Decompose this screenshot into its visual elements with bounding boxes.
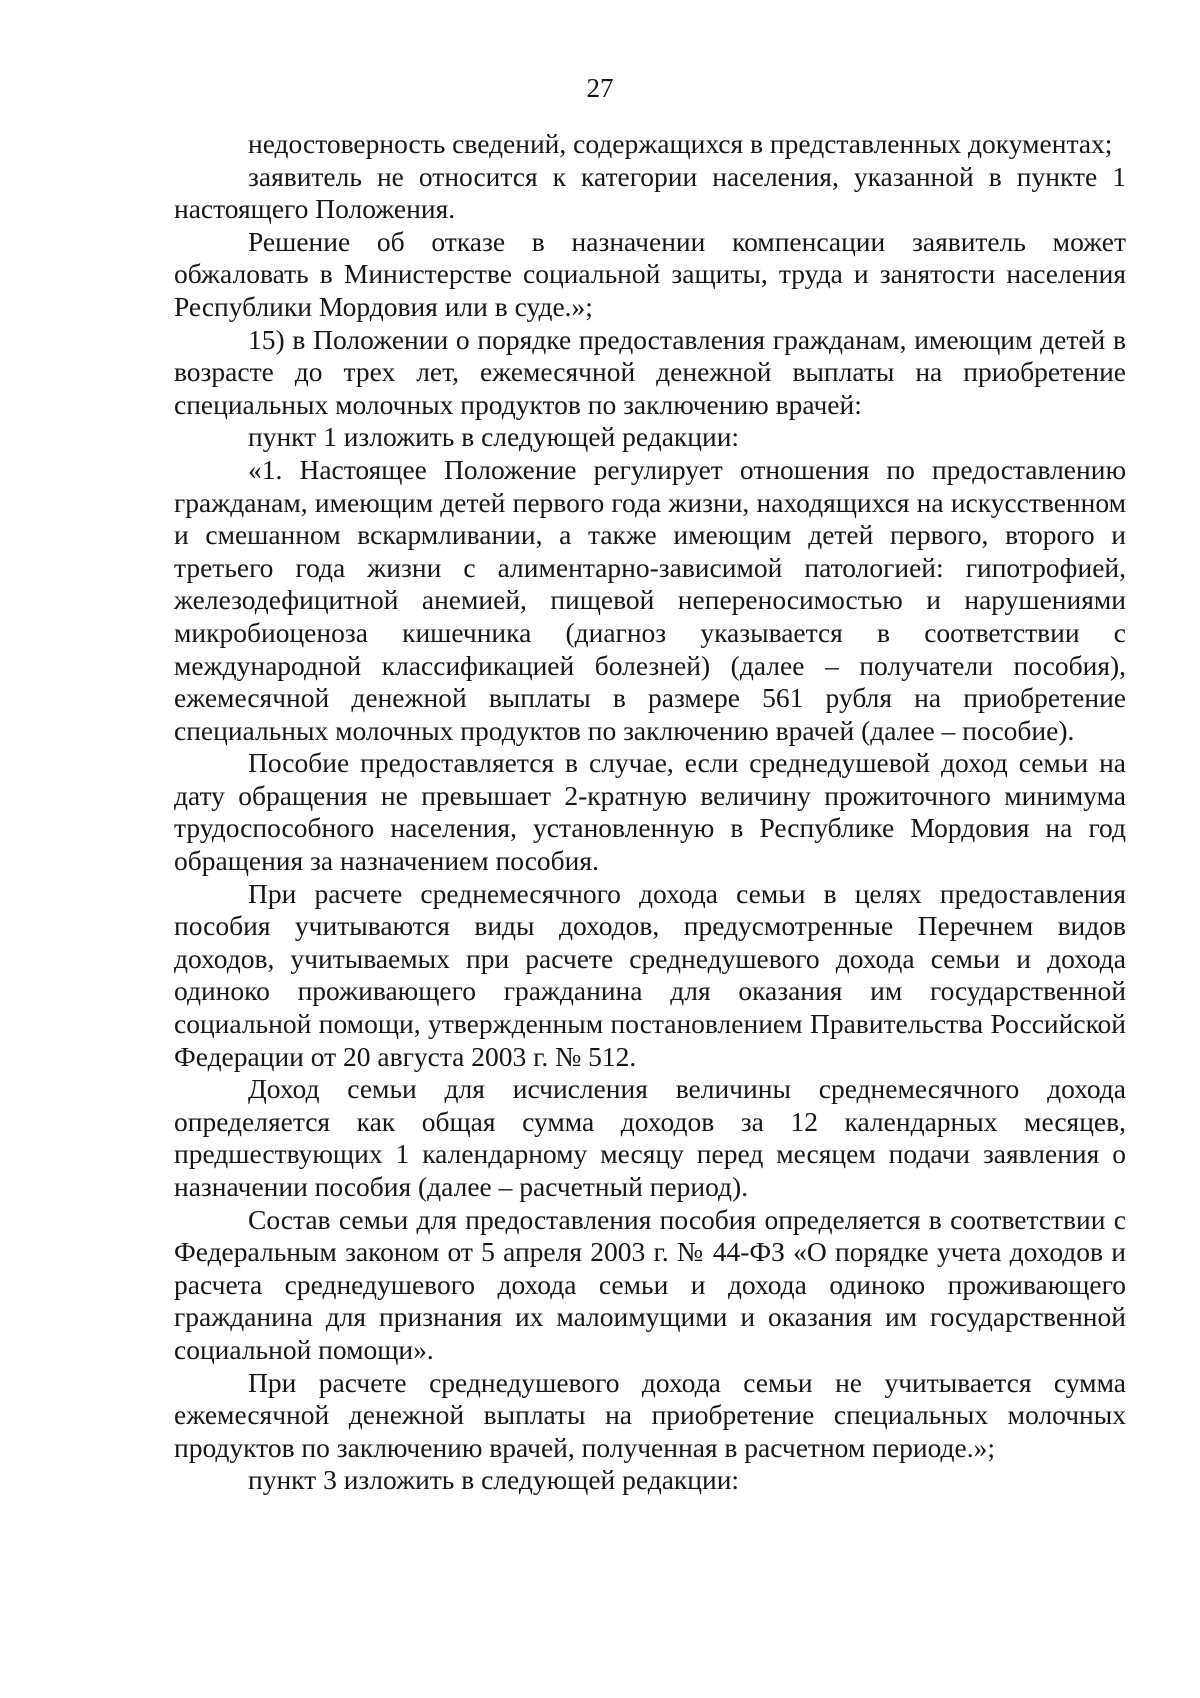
paragraph-point-1-heading: пункт 1 изложить в следующей редакции: (248, 421, 740, 453)
paragraph-allowance-condition: Пособие предоставляется в случае, если среднедушевой доход семьи на дату обращения не превышает 2-кратную величину прожиточного минимума трудоспособного населения, установленную в Республике Мордовия на год обращения за назначением пособия. (174, 747, 1126, 877)
paragraph-family-composition: Состав семьи для предоставления пособия определяется в соответствии с Федеральным законом от 5 апреля 2003 г. № 44-ФЗ «О порядке учета доходов и расчета среднедушевого дохода семьи и дохода одиноко проживающего гражданина для признания их малоимущими и оказания им государственной социальной помощи». (174, 1203, 1126, 1365)
paragraph-applicant-category: заявитель не относится к категории населения, указанной в пункте 1 настоящего Положения. (174, 160, 1126, 225)
paragraph-point-1-text: «1. Настоящее Положение регулирует отношения по предоставлению гражданам, имеющим детей первого года жизни, находящихся на искусственном и смешанном вскармливании, а также имеющим детей первого, второго и третьего года жизни с алиментарно-зависимой патологией: гипотрофией, железодефицитной анемией, пищевой непереносимостью и нарушениями микробиоценоза кишечника (диагноз указывается в соответствии с международной классификацией болезней) (далее – получатели пособия), ежемесячной денежной выплаты в размере 561 рубля на приобретение специальных молочных продуктов по заключению врачей (далее – пособие). (174, 453, 1126, 746)
paragraph-appeal-decision: Решение об отказе в назначении компенсации заявитель может обжаловать в Министерстве социальной защиты, труда и занятости населения Республики Мордовия или в суде.»; (174, 225, 1126, 322)
paragraph-point-3-heading: пункт 3 изложить в следующей редакции: (248, 1464, 740, 1496)
paragraph-continuation-documents: недостоверность сведений, содержащихся в представленных документах; (248, 128, 1113, 159)
paragraph-excluded-payment: При расчете среднедушевого дохода семьи не учитывается сумма ежемесячной денежной выплаты на приобретение специальных молочных продуктов по заключению врачей, полученная в расчетном периоде.»; (174, 1366, 1126, 1463)
page-number: 27 (586, 73, 614, 103)
paragraph-item-15: 15) в Положении о порядке предоставления гражданам, имеющим детей в возрасте до трех лет, ежемесячной денежной выплаты на приобретение специальных молочных продуктов по заключению врачей: (174, 323, 1126, 420)
paragraph-income-calculation: При расчете среднемесячного дохода семьи в целях предоставления пособия учитываются виды доходов, предусмотренные Перечнем видов доходов, учитываемых при расчете среднедушевого дохода семьи и дохода одиноко проживающего гражданина для оказания им государственной социальной помощи, утвержденным постановлением Правительства Российской Федерации от 20 августа 2003 г. № 512. (174, 877, 1126, 1072)
document-body (174, 128, 1126, 1497)
paragraph-family-income: Доход семьи для исчисления величины среднемесячного дохода определяется как общая сумма доходов за 12 календарных месяцев, предшествующих 1 календарному месяцу перед месяцем подачи заявления о назначении пособия (далее – расчетный период). (174, 1073, 1126, 1202)
